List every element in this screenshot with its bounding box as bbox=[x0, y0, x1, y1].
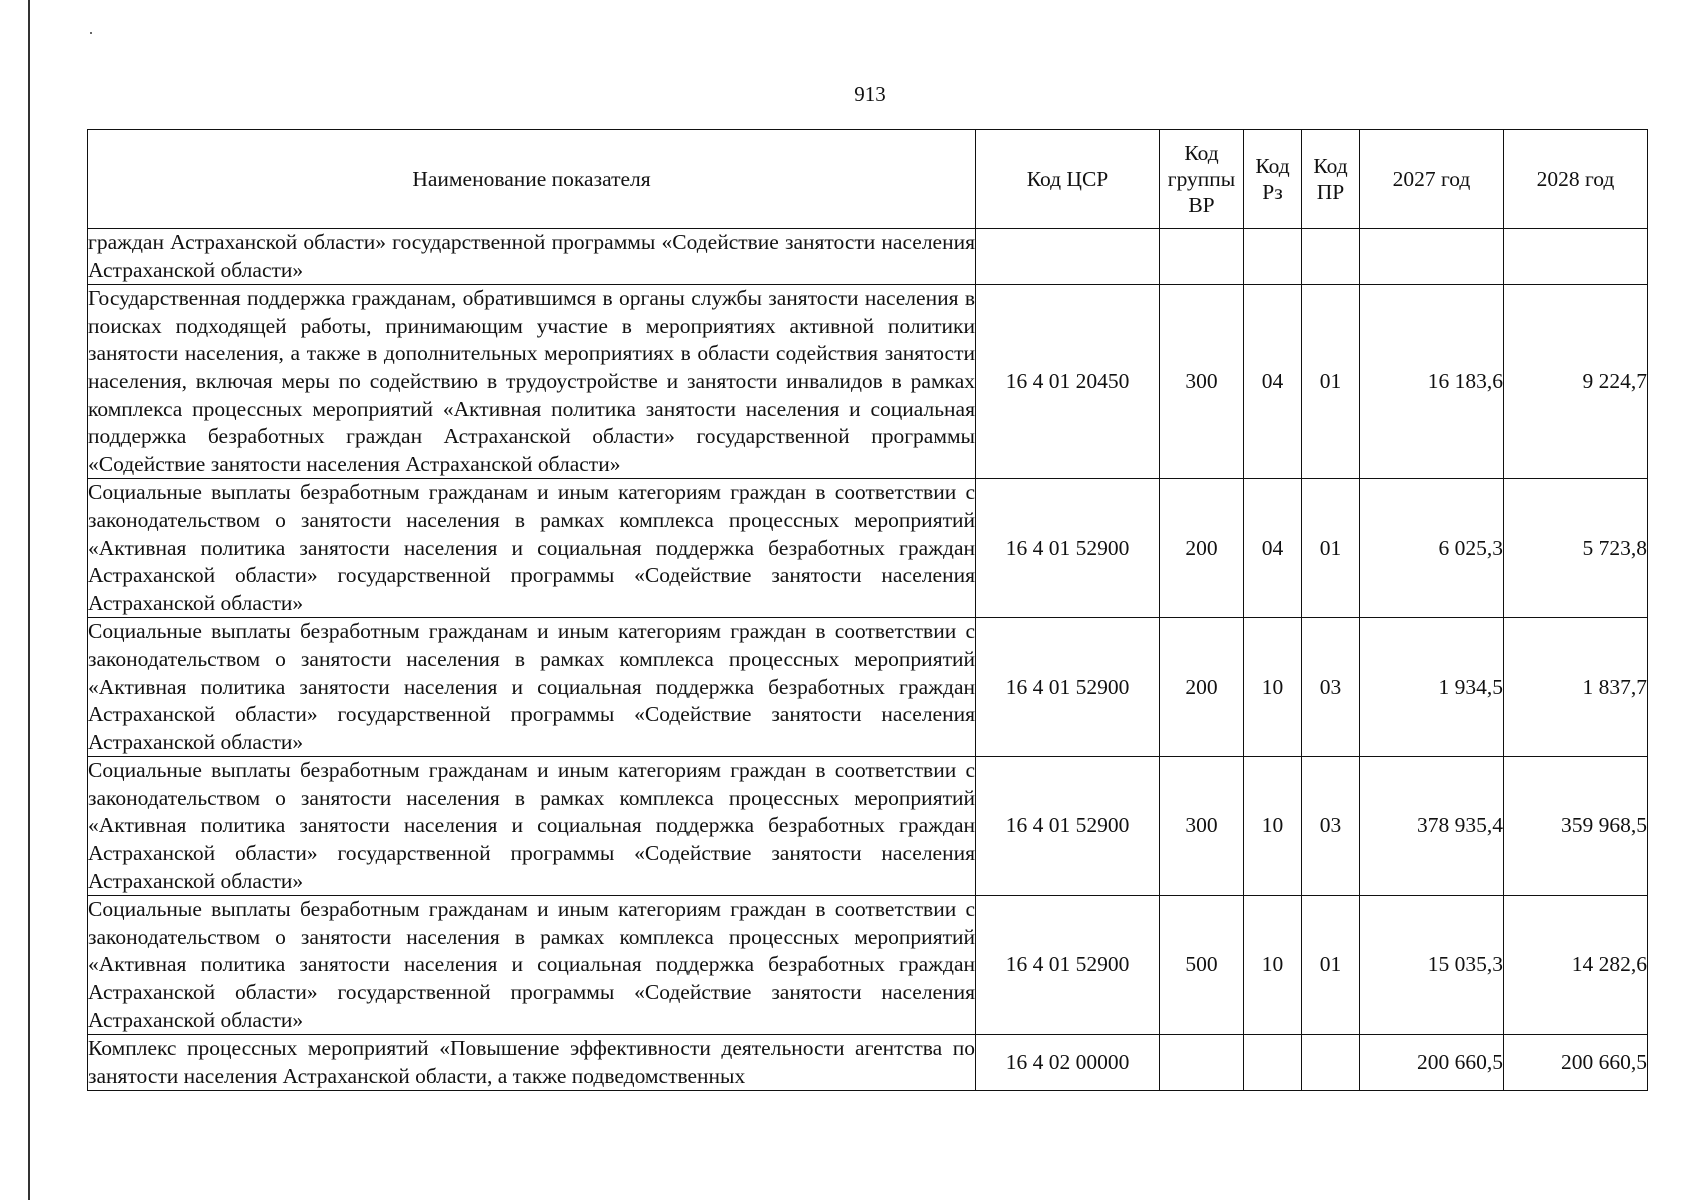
table-row bbox=[88, 618, 1648, 757]
header-vr: Код группы ВР bbox=[1160, 130, 1244, 229]
row-vr: 300 bbox=[1160, 285, 1244, 479]
row-2027: 378 935,4 bbox=[1360, 757, 1504, 896]
row-2027: 1 934,5 bbox=[1360, 618, 1504, 757]
row-name: Комплекс процессных мероприятий «Повышение эффективности деятельности агентства по занятости населения Астраханской области, а также подведомственных bbox=[88, 1035, 976, 1091]
row-rz: 04 bbox=[1244, 285, 1302, 479]
scan-speck bbox=[90, 32, 92, 34]
row-2028: 359 968,5 bbox=[1504, 757, 1648, 896]
row-vr: 200 bbox=[1160, 618, 1244, 757]
row-csr: 16 4 01 20450 bbox=[976, 285, 1160, 479]
row-name: Социальные выплаты безработным гражданам и иным категориям граждан в соответствии с законодательством о занятости населения в рамках комплекса процессных мероприятий «Активная политика занятости населения и социальная поддержка безработных граждан Астраханской области» государственной программы «Содействие занятости населения Астраханской области» bbox=[88, 757, 976, 896]
row-csr: 16 4 02 00000 bbox=[976, 1035, 1160, 1091]
table-row bbox=[88, 479, 1648, 618]
header-rz: Код Рз bbox=[1244, 130, 1302, 229]
table-header-row bbox=[88, 130, 1648, 229]
row-rz: 04 bbox=[1244, 479, 1302, 618]
header-2028: 2028 год bbox=[1504, 130, 1648, 229]
header-name: Наименование показателя bbox=[88, 130, 976, 229]
row-vr: 500 bbox=[1160, 896, 1244, 1035]
row-2027 bbox=[1360, 229, 1504, 285]
table-row bbox=[88, 1035, 1648, 1091]
row-2028: 14 282,6 bbox=[1504, 896, 1648, 1035]
row-vr bbox=[1160, 1035, 1244, 1091]
row-pr: 03 bbox=[1302, 618, 1360, 757]
row-pr: 01 bbox=[1302, 285, 1360, 479]
row-csr: 16 4 01 52900 bbox=[976, 618, 1160, 757]
row-csr bbox=[976, 229, 1160, 285]
table-row bbox=[88, 285, 1648, 479]
table-row bbox=[88, 229, 1648, 285]
row-vr: 200 bbox=[1160, 479, 1244, 618]
row-rz: 10 bbox=[1244, 757, 1302, 896]
row-name: Социальные выплаты безработным гражданам и иным категориям граждан в соответствии с законодательством о занятости населения в рамках комплекса процессных мероприятий «Активная политика занятости населения и социальная поддержка безработных граждан Астраханской области» государственной программы «Содействие занятости населения Астраханской области» bbox=[88, 479, 976, 618]
row-rz bbox=[1244, 229, 1302, 285]
page-number: 913 bbox=[854, 82, 886, 106]
row-2028: 200 660,5 bbox=[1504, 1035, 1648, 1091]
budget-table bbox=[87, 129, 1648, 1091]
row-rz bbox=[1244, 1035, 1302, 1091]
row-2028: 5 723,8 bbox=[1504, 479, 1648, 618]
row-pr bbox=[1302, 1035, 1360, 1091]
row-2027: 16 183,6 bbox=[1360, 285, 1504, 479]
left-margin-line bbox=[28, 0, 30, 1200]
row-2028 bbox=[1504, 229, 1648, 285]
row-name: Государственная поддержка гражданам, обратившимся в органы службы занятости населения в поисках подходящей работы, принимающим участие в мероприятиях активной политики занятости населения, а также в дополнительных мероприятиях в области содействия занятости населения, включая меры по содействию в трудоустройстве и занятости инвалидов в рамках комплекса процессных мероприятий «Активная политика занятости населения и социальная поддержка безработных граждан Астраханской области» государственной программы «Содействие занятости населения Астраханской области» bbox=[88, 285, 976, 479]
row-vr bbox=[1160, 229, 1244, 285]
row-2027: 6 025,3 bbox=[1360, 479, 1504, 618]
header-pr: Код ПР bbox=[1302, 130, 1360, 229]
row-2028: 1 837,7 bbox=[1504, 618, 1648, 757]
row-2027: 15 035,3 bbox=[1360, 896, 1504, 1035]
header-csr: Код ЦСР bbox=[976, 130, 1160, 229]
row-name: Социальные выплаты безработным гражданам и иным категориям граждан в соответствии с законодательством о занятости населения в рамках комплекса процессных мероприятий «Активная политика занятости населения и социальная поддержка безработных граждан Астраханской области» государственной программы «Содействие занятости населения Астраханской области» bbox=[88, 618, 976, 757]
row-pr: 03 bbox=[1302, 757, 1360, 896]
row-rz: 10 bbox=[1244, 618, 1302, 757]
table-row bbox=[88, 757, 1648, 896]
row-rz: 10 bbox=[1244, 896, 1302, 1035]
table-row bbox=[88, 896, 1648, 1035]
row-pr: 01 bbox=[1302, 896, 1360, 1035]
header-2027: 2027 год bbox=[1360, 130, 1504, 229]
row-vr: 300 bbox=[1160, 757, 1244, 896]
row-name: Социальные выплаты безработным гражданам и иным категориям граждан в соответствии с законодательством о занятости населения в рамках комплекса процессных мероприятий «Активная политика занятости населения и социальная поддержка безработных граждан Астраханской области» государственной программы «Содействие занятости населения Астраханской области» bbox=[88, 896, 976, 1035]
row-2027: 200 660,5 bbox=[1360, 1035, 1504, 1091]
row-pr: 01 bbox=[1302, 479, 1360, 618]
row-csr: 16 4 01 52900 bbox=[976, 479, 1160, 618]
row-2028: 9 224,7 bbox=[1504, 285, 1648, 479]
row-name: граждан Астраханской области» государственной программы «Содействие занятости населения Астраханской области» bbox=[88, 229, 976, 285]
row-csr: 16 4 01 52900 bbox=[976, 757, 1160, 896]
row-csr: 16 4 01 52900 bbox=[976, 896, 1160, 1035]
row-pr bbox=[1302, 229, 1360, 285]
